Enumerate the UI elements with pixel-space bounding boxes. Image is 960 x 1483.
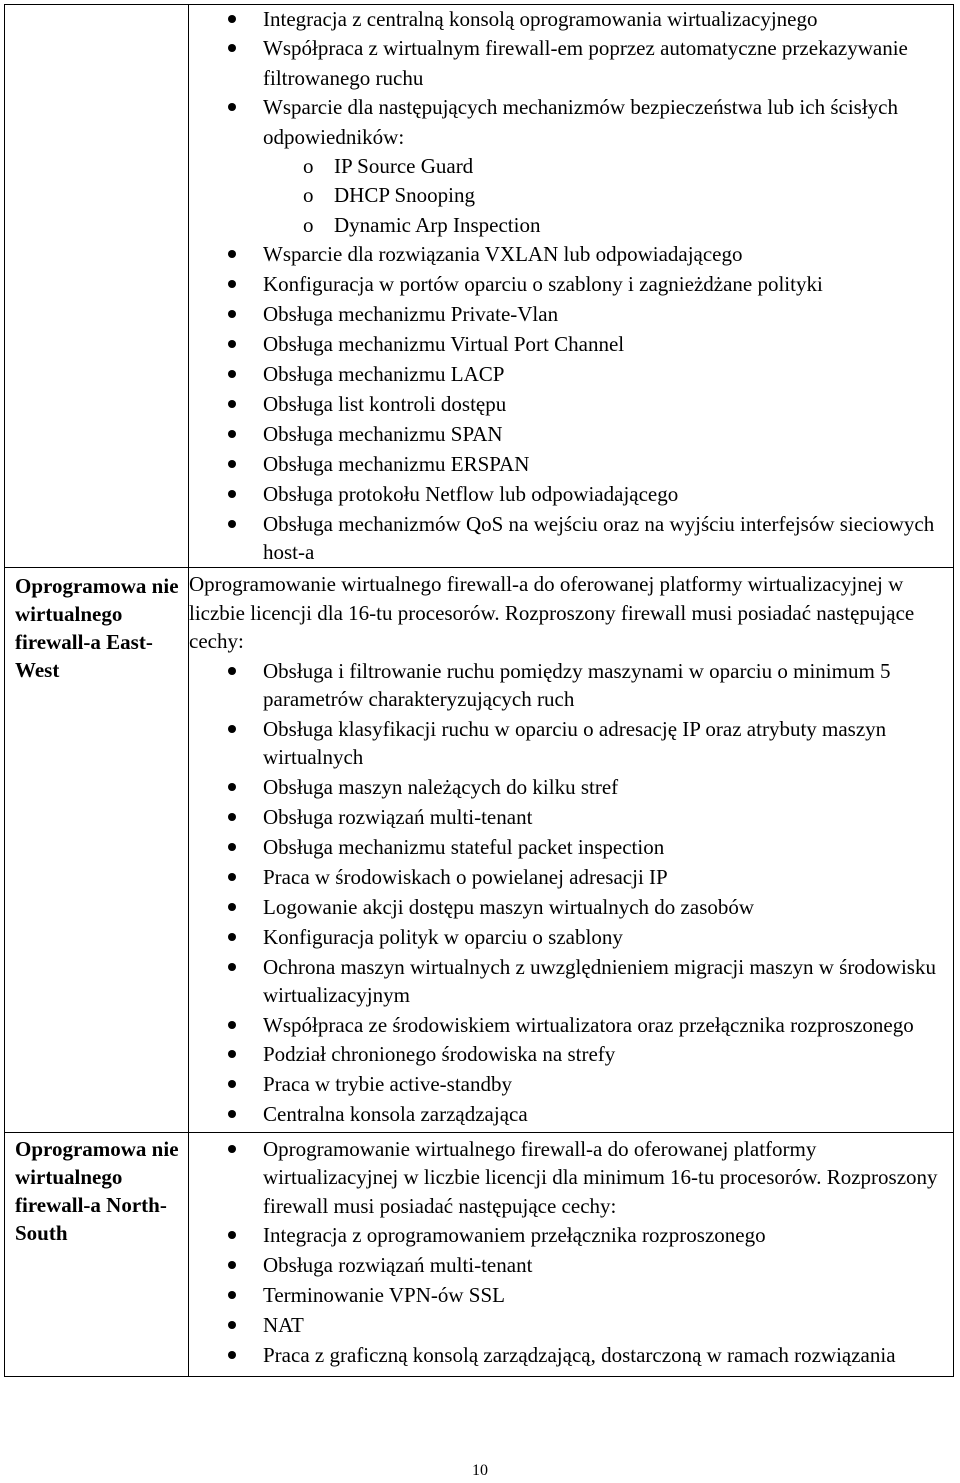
row-header-east-west: Oprogramowa nie wirtualnego firewall-a East-West	[15, 574, 179, 683]
list-item: Obsługa mechanizmu SPAN	[189, 420, 953, 449]
list-item: Integracja z centralną konsolą oprogramowania wirtualizacyjnego	[189, 5, 953, 34]
list-item: Konfiguracja polityk w oparciu o szablony	[189, 923, 953, 952]
bullet-list	[189, 5, 953, 152]
list-item: Praca w trybie active-standby	[189, 1070, 953, 1099]
list-item: Obsługa protokołu Netflow lub odpowiadającego	[189, 480, 953, 509]
spec-table	[4, 4, 954, 1377]
list-item: Obsługa klasyfikacji ruchu w oparciu o adresację IP oraz atrybuty maszyn wirtualnych	[189, 715, 953, 772]
list-item: Współpraca z wirtualnym firewall-em poprzez automatyczne przekazywanie filtrowanego ruchu	[189, 34, 953, 93]
page-number: 10	[472, 1462, 488, 1479]
list-item: Ochrona maszyn wirtualnych z uwzględnieniem migracji maszyn w środowisku wirtualizacyjnym	[189, 953, 953, 1010]
list-item: Integracja z oprogramowaniem przełącznika rozproszonego	[189, 1221, 953, 1250]
table-row	[5, 5, 954, 568]
list-item: Obsługa maszyn należących do kilku stref	[189, 773, 953, 802]
list-item: Współpraca ze środowiskiem wirtualizatora oraz przełącznika rozproszonego	[189, 1011, 953, 1040]
section-intro: Oprogramowanie wirtualnego firewall-a do oferowanej platformy wirtualizacyjnej w liczbie licencji dla 16-tu procesorów. Rozproszony firewall musi posiadać następujące cechy:	[189, 572, 915, 654]
list-item: Obsługa mechanizmu Virtual Port Channel	[189, 330, 953, 359]
sub-list-item: o DHCP Snooping	[189, 181, 953, 210]
table-row	[5, 568, 954, 1132]
list-item: Obsługa i filtrowanie ruchu pomiędzy maszynami w oparciu o minimum 5 parametrów charakteryzujących ruch	[189, 657, 953, 714]
table-row	[5, 1132, 954, 1376]
list-item: Logowanie akcji dostępu maszyn wirtualnych do zasobów	[189, 893, 953, 922]
bullet-list	[189, 657, 953, 1132]
row-header-cell	[5, 1132, 189, 1376]
row-header-north-south: Oprogramowa nie wirtualnego firewall-a North-South	[15, 1136, 179, 1245]
bullet-list	[189, 240, 953, 567]
list-item: Oprogramowanie wirtualnego firewall-a do oferowanej platformy wirtualizacyjnej w liczbie licencji dla minimum 16-tu procesorów. Rozproszony firewall musi posiadać następujące cechy:	[189, 1135, 953, 1221]
list-item: Obsługa mechanizmu stateful packet inspection	[189, 833, 953, 862]
content-cell	[189, 1132, 954, 1376]
content-cell	[189, 5, 954, 568]
bullet-list	[189, 1135, 953, 1370]
list-item: Obsługa mechanizmu LACP	[189, 360, 953, 389]
list-item: NAT	[189, 1311, 953, 1340]
list-item: Obsługa rozwiązań multi-tenant	[189, 803, 953, 832]
content-cell	[189, 568, 954, 1132]
sub-list	[189, 152, 953, 240]
list-item: Obsługa rozwiązań multi-tenant	[189, 1251, 953, 1280]
list-item: Obsługa list kontroli dostępu	[189, 390, 953, 419]
sub-list-item: o Dynamic Arp Inspection	[189, 211, 953, 240]
list-item: Praca w środowiskach o powielanej adresacji IP	[189, 863, 953, 892]
row-header-cell	[5, 568, 189, 1132]
list-item: Obsługa mechanizmów QoS na wejściu oraz na wyjściu interfejsów sieciowych host-a	[189, 510, 953, 566]
list-item: Podział chronionego środowiska na strefy	[189, 1040, 953, 1069]
list-item: Terminowanie VPN-ów SSL	[189, 1281, 953, 1310]
list-item: Praca z graficzną konsolą zarządzającą, dostarczoną w ramach rozwiązania	[189, 1341, 953, 1370]
list-item: Obsługa mechanizmu Private-Vlan	[189, 300, 953, 329]
sub-list-item: o IP Source Guard	[189, 152, 953, 181]
list-item: Obsługa mechanizmu ERSPAN	[189, 450, 953, 479]
list-item: Wsparcie dla rozwiązania VXLAN lub odpowiadającego	[189, 240, 953, 269]
list-item: Centralna konsola zarządzająca	[189, 1100, 953, 1129]
list-item: Konfiguracja w portów oparciu o szablony i zagnieżdżane polityki	[189, 270, 953, 299]
empty-left-cell	[5, 5, 189, 568]
list-item: Wsparcie dla następujących mechanizmów bezpieczeństwa lub ich ścisłych odpowiedników:	[189, 93, 953, 152]
